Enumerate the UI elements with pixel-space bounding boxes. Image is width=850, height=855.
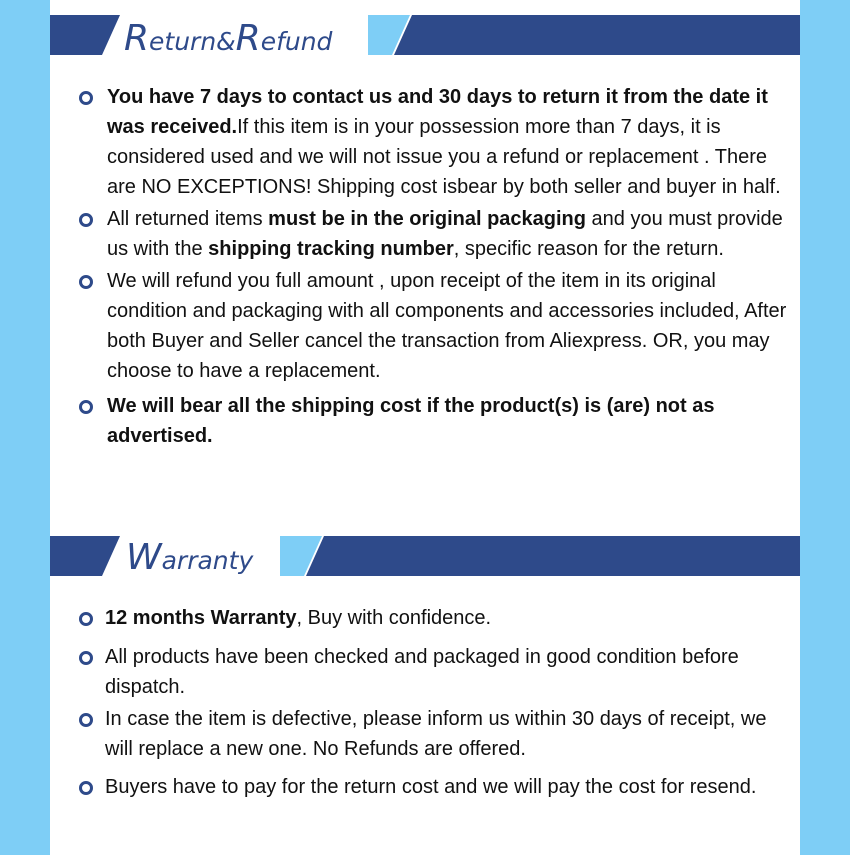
left-side-stripe	[0, 0, 50, 855]
bullet-icon	[79, 612, 93, 626]
warranty-list	[105, 603, 799, 802]
item-bold-text: must be in the original packaging	[268, 208, 586, 230]
list-item	[107, 82, 799, 202]
bullet-icon	[79, 651, 93, 665]
item-text: We will refund you full amount , upon receipt of the item in its original condition and packaging with all components and accessories included, After both Buyer and Seller cancel the transaction from Aliexpress. OR, you may choose to have a replacement.	[107, 270, 787, 382]
item-text: , specific reason for the return.	[453, 238, 724, 260]
return-refund-title: Return&Refund	[124, 18, 333, 59]
item-bold-text: 12 months Warranty	[105, 607, 297, 629]
right-side-stripe	[800, 0, 850, 855]
item-bold-text: You have 7 days to contact us and 30 days to return it from the date it was received.	[107, 86, 768, 138]
item-text: If this item is in your possession more than 7 days, it is considered used and we will not issue you a refund or replacement . There are NO EXCEPTIONS! Shipping cost isbear by both seller and buyer in half.	[107, 116, 781, 198]
item-text: In case the item is defective, please inform us within 30 days of receipt, we will replace a new one. No Refunds are offered.	[105, 708, 767, 760]
item-text: , Buy with confidence.	[296, 607, 492, 629]
item-text: Buyers have to pay for the return cost and we will pay the cost for resend.	[105, 776, 757, 798]
list-item	[105, 704, 799, 764]
bullet-icon	[79, 400, 93, 414]
list-item	[105, 772, 799, 802]
item-text: All products have been checked and packaged in good condition before dispatch.	[105, 646, 739, 698]
list-item	[107, 391, 799, 451]
bullet-icon	[79, 781, 93, 795]
bullet-icon	[79, 91, 93, 105]
bullet-icon	[79, 713, 93, 727]
bullet-icon	[79, 213, 93, 227]
list-item	[105, 642, 799, 702]
bullet-icon	[79, 275, 93, 289]
return-policy-list	[107, 82, 799, 451]
list-item	[105, 603, 799, 633]
list-item	[107, 266, 799, 386]
item-text: and you must provide us with the	[107, 208, 783, 260]
list-item	[107, 204, 799, 264]
item-text: All returned items	[107, 208, 269, 230]
item-bold-text: shipping tracking number	[208, 238, 454, 260]
warranty-title: Warranty	[126, 537, 254, 578]
item-bold-text: We will bear all the shipping cost if the product(s) is (are) not as advertised.	[107, 395, 715, 447]
